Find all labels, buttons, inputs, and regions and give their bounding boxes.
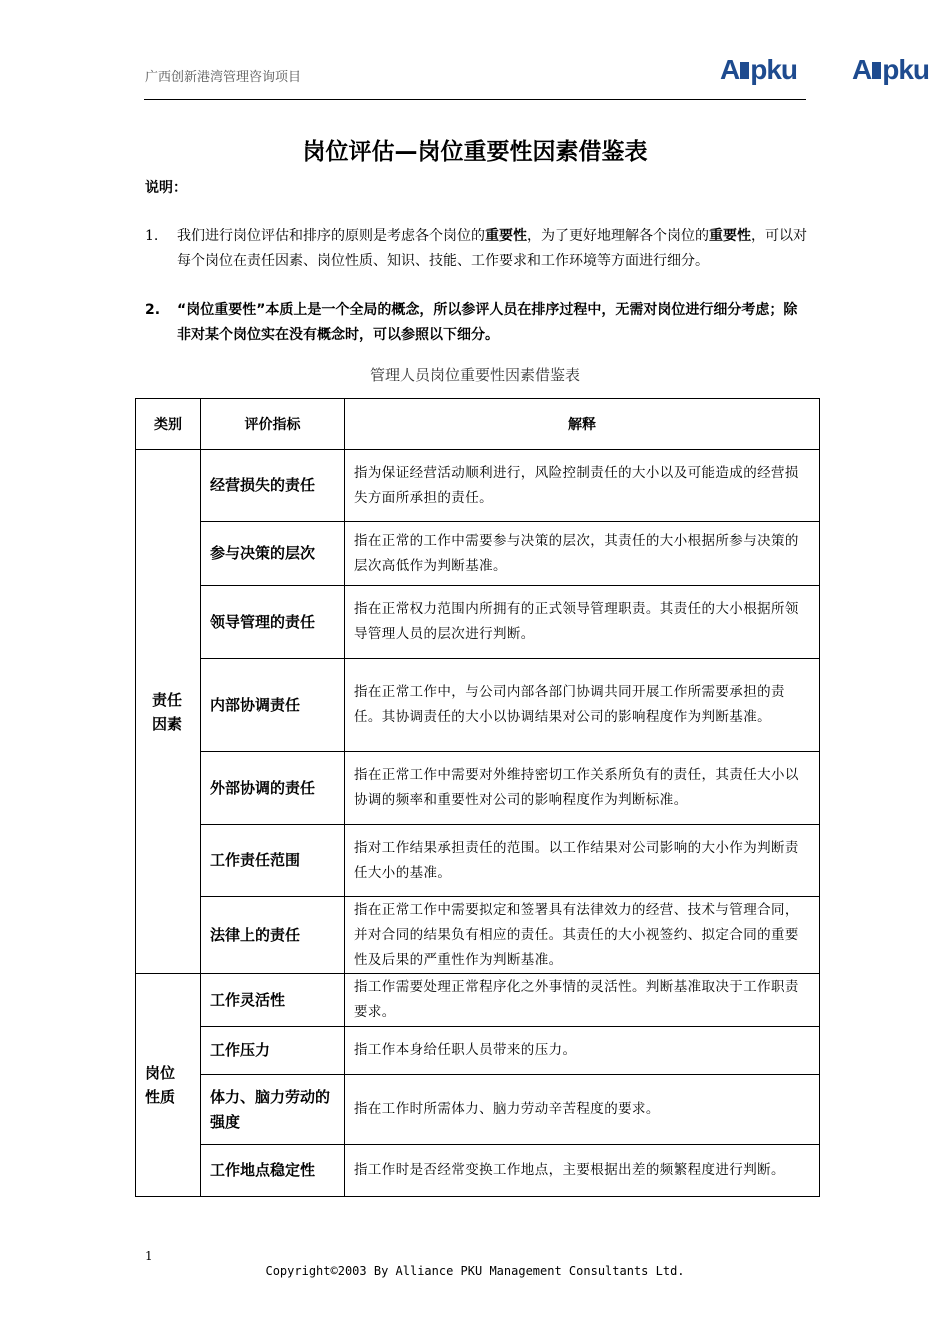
intro-label: 说明： — [145, 180, 187, 196]
indicator-cell: 领导管理的责任 — [201, 586, 345, 659]
point-text-part: ，可以对每个岗位在责任因素、岗位性质、知识、技能、工作要求和工作环境等方面进行细分。 — [177, 228, 807, 269]
table-row — [136, 752, 820, 825]
explanation-cell: 指在正常工作中需要对外维持密切工作关系所负有的责任，其责任大小以协调的频率和重要性对公司的影响程度作为判断标准。 — [345, 752, 820, 825]
indicator-cell: 工作责任范围 — [201, 825, 345, 897]
table-header-row — [136, 399, 820, 450]
explanation-cell: 指在正常工作中需要拟定和签署具有法律效力的经营、技术与管理合同，并对合同的结果负有相应的责任。其责任的大小视签约、拟定合同的重要性及后果的严重性作为判断基准。 — [345, 897, 820, 974]
category-label: 因素 — [152, 714, 183, 733]
page-title: 岗位评估—岗位重要性因素借鉴表 — [302, 139, 648, 165]
table-row — [136, 522, 820, 586]
explanation-cell: 指在正常工作中，与公司内部各部门协调共同开展工作所需要承担的责任。其协调责任的大小以协调结果对公司的影响程度作为判断基准。 — [345, 659, 820, 752]
table-row — [136, 450, 820, 522]
indicator-cell: 参与决策的层次 — [201, 522, 345, 586]
explanation-cell: 指工作时是否经常变换工作地点，主要根据出差的频繁程度进行判断。 — [345, 1145, 820, 1197]
table-caption: 管理人员岗位重要性因素借鉴表 — [369, 366, 580, 384]
indicator-cell: 体力、脑力劳动的强度 — [201, 1075, 345, 1145]
indicator-cell: 内部协调责任 — [201, 659, 345, 752]
explanation-cell: 指工作本身给任职人员带来的压力。 — [345, 1027, 820, 1075]
logo-word: pku — [750, 54, 798, 85]
header-indicator: 评价指标 — [201, 399, 345, 450]
logo-letter: A — [720, 54, 740, 85]
point-text-part: 我们进行岗位评估和排序的原则是考虑各个岗位的 — [177, 228, 485, 244]
table-row — [136, 1145, 820, 1197]
explanation-cell: 指在工作时所需体力、脑力劳动辛苦程度的要求。 — [345, 1075, 820, 1145]
header-project-name: 广西创新港湾管理咨询项目 — [145, 70, 302, 85]
indicator-cell: 经营损失的责任 — [201, 450, 345, 522]
emphasis-text: 重要性 — [485, 228, 527, 244]
table-row — [136, 1075, 820, 1145]
alliance-pku-logo — [720, 54, 797, 86]
point-number: 1. — [145, 228, 159, 244]
logo-mark-icon — [740, 62, 749, 79]
alliance-pku-logo-secondary — [852, 54, 929, 86]
category-label: 岗位 — [145, 1064, 176, 1082]
header-explanation: 解释 — [345, 399, 820, 450]
table-row — [136, 897, 820, 974]
indicator-cell: 工作灵活性 — [201, 974, 345, 1027]
table-row — [136, 1027, 820, 1075]
intro-point-1 — [145, 224, 810, 274]
page-number: 1 — [145, 1249, 153, 1263]
logo-letter: A — [852, 54, 872, 85]
indicator-cell: 法律上的责任 — [201, 897, 345, 974]
logo-mark-icon — [872, 62, 881, 79]
header-divider — [144, 99, 806, 100]
importance-factor-table — [135, 398, 820, 1197]
category-label: 责任 — [152, 690, 183, 709]
header-category: 类别 — [136, 399, 201, 450]
explanation-cell: 指在正常权力范围内所拥有的正式领导管理职责。其责任的大小根据所领导管理人员的层次进行判断。 — [345, 586, 820, 659]
indicator-cell: 外部协调的责任 — [201, 752, 345, 825]
explanation-cell: 指为保证经营活动顺利进行，风险控制责任的大小以及可能造成的经营损失方面所承担的责任。 — [345, 450, 820, 522]
category-cell — [136, 450, 201, 974]
logo-word: pku — [882, 54, 930, 85]
category-cell — [136, 974, 201, 1197]
intro-point-2 — [145, 298, 810, 348]
explanation-cell: 指在正常的工作中需要参与决策的层次，其责任的大小根据所参与决策的层次高低作为判断基准。 — [345, 522, 820, 586]
point-text — [177, 224, 810, 274]
category-label: 性质 — [145, 1088, 176, 1106]
explanation-cell: 指对工作结果承担责任的范围。以工作结果对公司影响的大小作为判断责任大小的基准。 — [345, 825, 820, 897]
table-row — [136, 974, 820, 1027]
copyright-footer: Copyright©2003 By Alliance PKU Management Consultants Ltd. — [265, 1264, 685, 1278]
indicator-cell: 工作地点稳定性 — [201, 1145, 345, 1197]
emphasis-text: 重要性 — [709, 228, 751, 244]
explanation-cell: 指工作需要处理正常程序化之外事情的灵活性。判断基准取决于工作职责要求。 — [345, 974, 820, 1027]
table-row — [136, 659, 820, 752]
point-text: “岗位重要性”本质上是一个全局的概念，所以参评人员在排序过程中，无需对岗位进行细分考虑；除非对某个岗位实在没有概念时，可以参照以下细分。 — [177, 302, 798, 343]
table-row — [136, 825, 820, 897]
point-number: 2. — [145, 302, 161, 318]
indicator-cell: 工作压力 — [201, 1027, 345, 1075]
point-text-part: ，为了更好地理解各个岗位的 — [527, 228, 709, 244]
table-row — [136, 586, 820, 659]
